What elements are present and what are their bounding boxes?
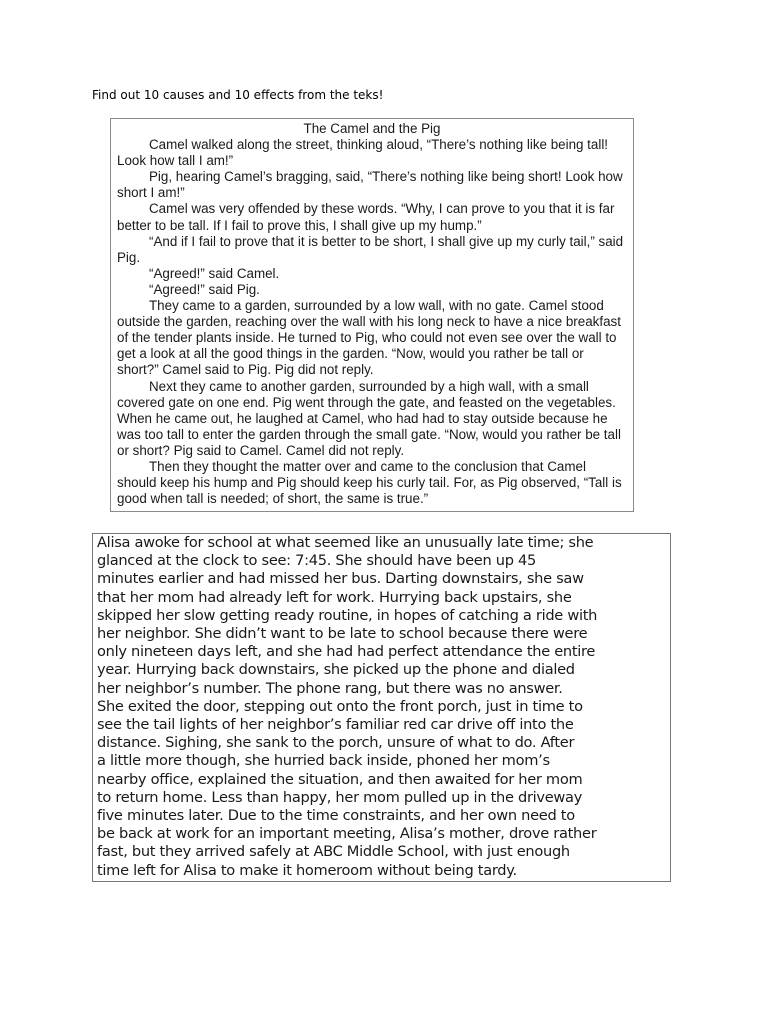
story-line: to return home. Less than happy, her mom pulled up in the driveway [97,788,583,806]
story-paragraph: Next they came to another garden, surrounded by a high wall, with a small covered gate on one end. Pig went through the gate, and feasted on the vegetables. When he came out, he laughed at Camel, who had had to stay outside because he was too tall to enter the garden through the small gate. “Now, would you rather be tall or short? Pig said to Camel. Camel did not reply. [117,378,621,458]
story-paragraph: They came to a garden, surrounded by a low wall, with no gate. Camel stood outside the garden, reaching over the wall with his long neck to have a nice breakfast of the tender plants inside. He turned to Pig, who could not even see over the wall to get a look at all the good things in the garden. “Now, would you rather be tall or short?” Camel said to Pig. Pig did not reply. [117,298,621,378]
story-paragraph: Camel was very offended by these words. “Why, I can prove to you that it is far better to be tall. If I fail to prove this, I shall give up my hump.” [117,201,615,233]
story-line: distance. Sighing, she sank to the porch, unsure of what to do. After [97,734,575,752]
story-title: The Camel and the Pig [303,121,441,136]
story-paragraph: “And if I fail to prove that it is better to be short, I shall give up my curly tail,” said Pig. [117,233,624,265]
story-line: five minutes later. Due to the time constraints, and her own need to [97,807,575,825]
story-line: She exited the door, stepping out onto the front porch, just in time to [97,697,583,715]
story-line: nearby office, explained the situation, and then awaited for her mom [97,770,583,788]
camel-pig-story-box [110,118,634,512]
story-line: year. Hurrying back downstairs, she picked up the phone and dialed [97,661,575,679]
alisa-story-box [92,533,671,882]
story-paragraph: Camel walked along the street, thinking aloud, “There’s nothing like being tall! Look how tall I am!” [117,137,609,169]
story-line: her neighbor’s number. The phone rang, but there was no answer. [97,679,563,697]
story-line: Alisa awoke for school at what seemed like an unusually late time; she [97,534,594,551]
story-line: her neighbor. She didn’t want to be late to school because there were [97,625,588,643]
story-line: only nineteen days left, and she had had perfect attendance the entire [97,643,596,661]
story-line: that her mom had already left for work. Hurrying back upstairs, she [97,588,572,606]
story-line: see the tail lights of her neighbor’s familiar red car drive off into the [97,716,574,734]
instruction-text: Find out 10 causes and 10 effects from the teks! [92,88,384,102]
story-paragraph: “Agreed!” said Pig. [149,281,260,297]
story-line: skipped her slow getting ready routine, in hopes of catching a ride with [97,606,598,624]
story-paragraph: Pig, hearing Camel’s bragging, said, “There’s nothing like being short! Look how short I am!” [117,169,623,201]
story-paragraph: Then they thought the matter over and came to the conclusion that Camel should keep his hump and Pig should keep his curly tail. For, as Pig observed, “Tall is good when tall is needed; of short, the same is true.” [117,458,622,507]
story-paragraph: “Agreed!” said Camel. [149,265,280,281]
story-line: time left for Alisa to make it homeroom without being tardy. [97,861,517,879]
story-line: be back at work for an important meeting, Alisa’s mother, drove rather [97,825,597,843]
story-line: minutes earlier and had missed her bus. Darting downstairs, she saw [97,570,584,588]
story-line: fast, but they arrived safely at ABC Middle School, with just enough [97,843,570,861]
story-line: glanced at the clock to see: 7:45. She should have been up 45 [97,552,536,570]
story-line: a little more though, she hurried back inside, phoned her mom’s [97,752,550,770]
